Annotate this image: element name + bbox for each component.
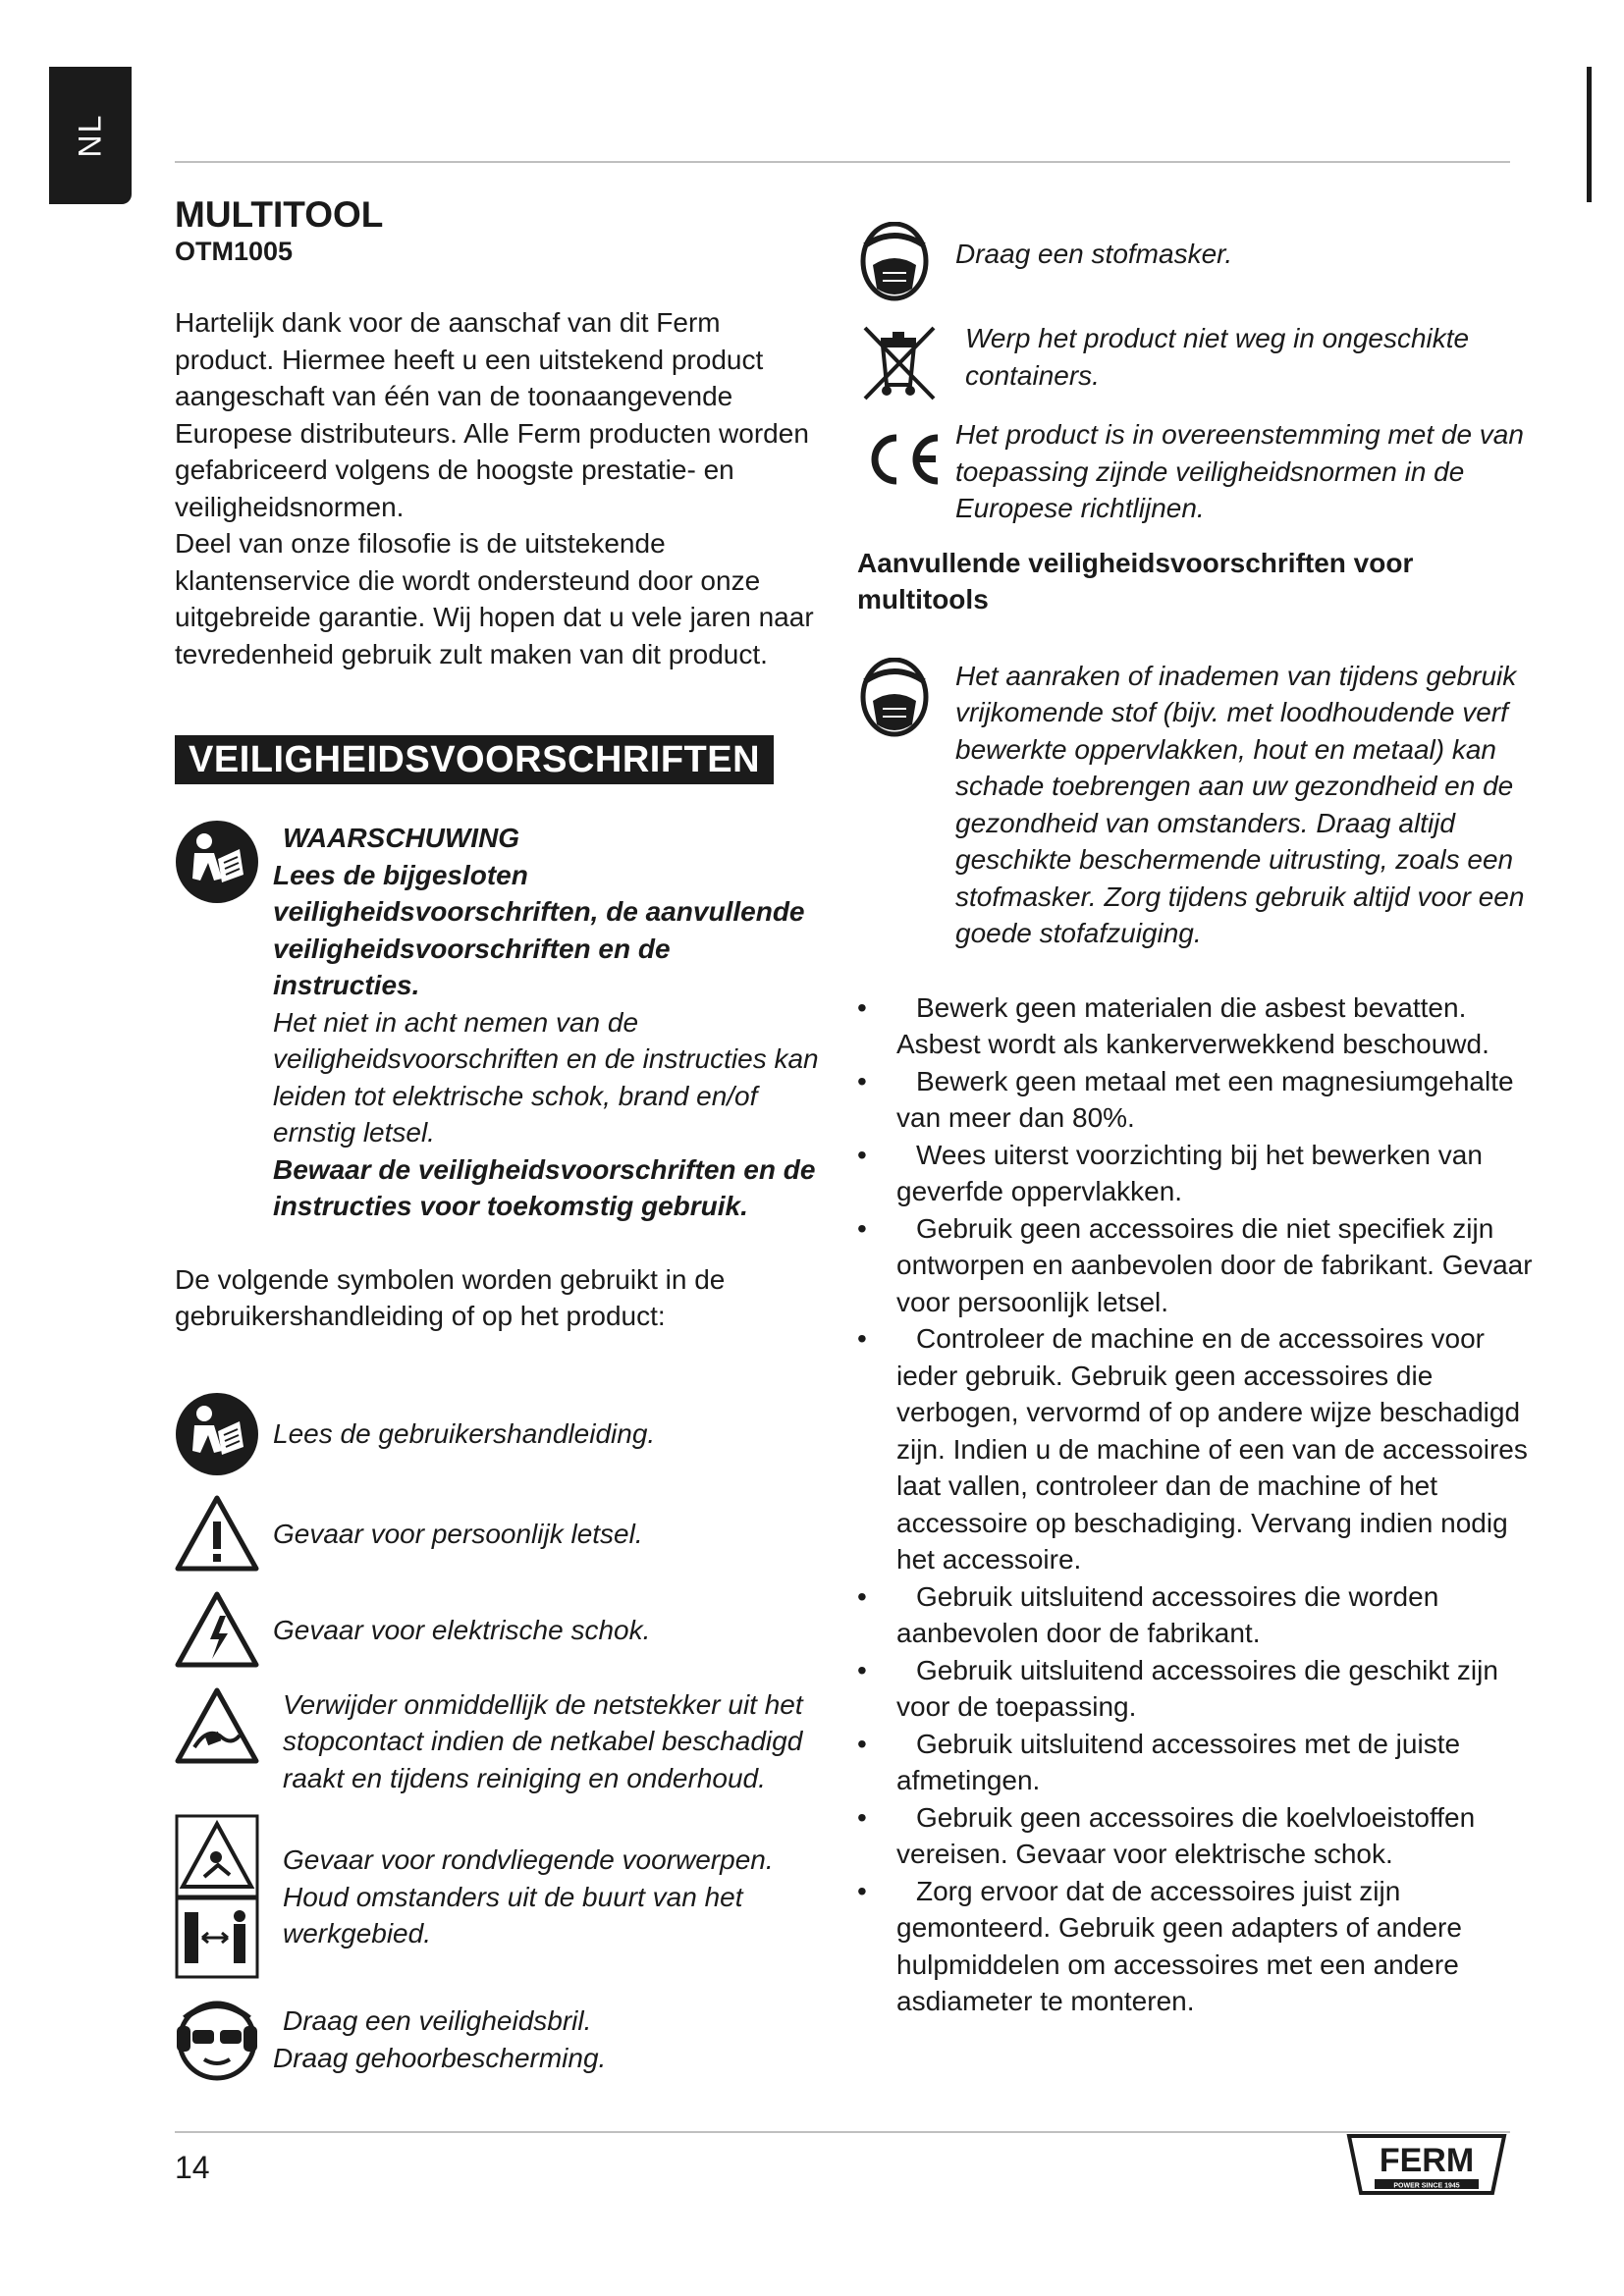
symbol-row-dust-mask [857, 222, 1535, 306]
symbol-row-electric [175, 1590, 823, 1669]
product-title: MULTITOOL [175, 194, 384, 235]
symbol-text: Het product is in overeenstemming met de van toepassing zijnde veiligheidsnormen in de Europese richtlijnen. [955, 419, 1524, 523]
symbol-text: Gevaar voor rondvliegende voorwerpen. Houd omstanders uit de buurt van het werkgebied. [283, 1844, 774, 1949]
list-item: • Gebruik geen accessoires die niet specifiek zijn ontworpen en aanbevolen door de fabrikant. Gevaar voor persoonlijk letsel. [857, 1210, 1535, 1321]
symbol-text: Gevaar voor persoonlijk letsel. [273, 1518, 643, 1549]
warning-title: WAARSCHUWING [283, 823, 520, 853]
symbol-row-unplug [175, 1686, 823, 1797]
dust-warning-block [857, 658, 1535, 952]
warning-block [175, 820, 823, 1225]
symbol-text: Draag gehoorbescherming. [273, 2042, 607, 2073]
symbol-text: Werp het product niet weg in ongeschikte containers. [965, 323, 1470, 391]
product-model: OTM1005 [175, 237, 294, 266]
intro-paragraph-2: Deel van onze filosofie is de uitstekende klantenservice die wordt ondersteund door onze uitgebreide garantie. Wij hopen dat u vele jaren naar tevredenheid gebruik zult maken van dit product. [175, 528, 814, 669]
electric-shock-icon [175, 1590, 259, 1669]
flying-debris-icon [175, 1814, 259, 1981]
left-column [175, 194, 823, 2083]
page-number: 14 [175, 2150, 210, 2185]
manual-icon [175, 820, 259, 904]
warning-bold-2: Bewaar de veiligheidsvoorschriften en de instructies voor toekomstig gebruik. [273, 1153, 816, 1221]
list-item: • Bewerk geen metaal met een magnesiumgehalte van meer dan 80%. [857, 1063, 1535, 1137]
list-item: • Bewerk geen materialen die asbest bevatten. Asbest wordt als kankerverwekkend beschouwd. [857, 989, 1535, 1063]
ce-mark-icon [857, 416, 946, 501]
logo-tagline: POWER SINCE 1945 [1393, 2182, 1460, 2190]
symbol-text: Verwijder onmiddellijk de netstekker uit het stopcontact indien de netkabel beschadigd raakt en tijdens reiniging en onderhoud. [283, 1688, 803, 1793]
manual-icon [175, 1392, 259, 1476]
header-divider [175, 161, 1510, 163]
language-tab [49, 67, 132, 204]
list-item: • Gebruik uitsluitend accessoires met de juiste afmetingen. [857, 1726, 1535, 1799]
goggles-ear-protection-icon [175, 1999, 259, 2083]
symbol-text: Draag een stofmasker. [955, 239, 1233, 269]
dust-warning-text: Het aanraken of inademen van tijdens gebruik vrijkomende stof (bijv. met loodhoudende verf bewerkte oppervlakken, hout en metaal) kan schade toebrengen aan uw gezondheid en de gezondheid van omstanders. Draag altijd geschikte beschermende uitrusting, zoals een stofmasker. Zorg tijdens gebruik altijd voor een goede stofafzuiging. [955, 660, 1525, 948]
right-column [857, 222, 1535, 2020]
list-item: • Wees uiterst voorzichting bij het bewerken van geverfde oppervlakken. [857, 1137, 1535, 1210]
page-edge-marker [1587, 67, 1592, 202]
warning-triangle-icon [175, 1494, 259, 1573]
intro-paragraph-1: Hartelijk dank voor de aanschaf van dit Ferm product. Hiermee heeft u een uitstekend product aangeschaft van één van de toonaangevende Europese distributeurs. Alle Ferm producten worden gefabriceerd volgens de hoogste prestatie- en veiligheidsnormen. [175, 307, 809, 522]
safety-heading: VEILIGHEIDSVOORSCHRIFTEN [175, 735, 774, 784]
warning-bold-1: Lees de bijgesloten veiligheidsvoorschriften, de aanvullende veiligheidsvoorschriften en de instructies. [273, 859, 805, 1000]
symbol-text: Draag een veiligheidsbril. [283, 2005, 592, 2036]
list-item: • Zorg ervoor dat de accessoires juist zijn gemonteerd. Gebruik geen adapters of andere hulpmiddelen om accessoires met een andere asdiameter te monteren. [857, 1873, 1535, 2020]
symbol-row-goggles [175, 1999, 823, 2083]
language-label: NL [72, 113, 108, 158]
logo-wordmark: FERM [1379, 2142, 1475, 2179]
crossed-bin-icon [857, 320, 942, 404]
symbol-row-debris [175, 1814, 823, 1981]
footer-divider [175, 2131, 1510, 2133]
safety-bullet-list [857, 989, 1535, 2020]
symbol-text: Lees de gebruikershandleiding. [273, 1417, 656, 1449]
symbol-row-warning [175, 1494, 823, 1573]
list-item: • Controleer de machine en de accessoires voor ieder gebruik. Gebruik geen accessoires die verbogen, vervormd of op andere wijze beschadigd zijn. Indien u de machine of een van de accessoires laat vallen, controleer dan de machine of het accessoire op beschadiging. Vervang indien nodig het accessoire. [857, 1320, 1535, 1578]
dust-mask-icon [857, 222, 932, 306]
unplug-icon [175, 1686, 259, 1765]
symbols-intro: De volgende symbolen worden gebruikt in de gebruikershandleiding of op het product: [175, 1263, 726, 1331]
list-item: • Gebruik uitsluitend accessoires die worden aanbevolen door de fabrikant. [857, 1578, 1535, 1652]
ferm-logo [1345, 2132, 1508, 2197]
dust-mask-icon [857, 658, 932, 742]
additional-heading: Aanvullende veiligheidsvoorschriften voor multitools [857, 547, 1414, 614]
warning-text: Het niet in acht nemen van de veiligheidsvoorschriften en de instructies kan leiden tot elektrische schok, brand en/of ernstig letsel. [273, 1006, 819, 1148]
symbol-text: Gevaar voor elektrische schok. [273, 1614, 651, 1645]
symbol-row-ce [857, 416, 1535, 527]
list-item: • Gebruik uitsluitend accessoires die geschikt zijn voor de toepassing. [857, 1652, 1535, 1726]
symbol-row-bin [857, 320, 1535, 404]
symbol-row-manual [175, 1392, 823, 1476]
list-item: • Gebruik geen accessoires die koelvloeistoffen vereisen. Gevaar voor elektrische schok. [857, 1799, 1535, 1873]
